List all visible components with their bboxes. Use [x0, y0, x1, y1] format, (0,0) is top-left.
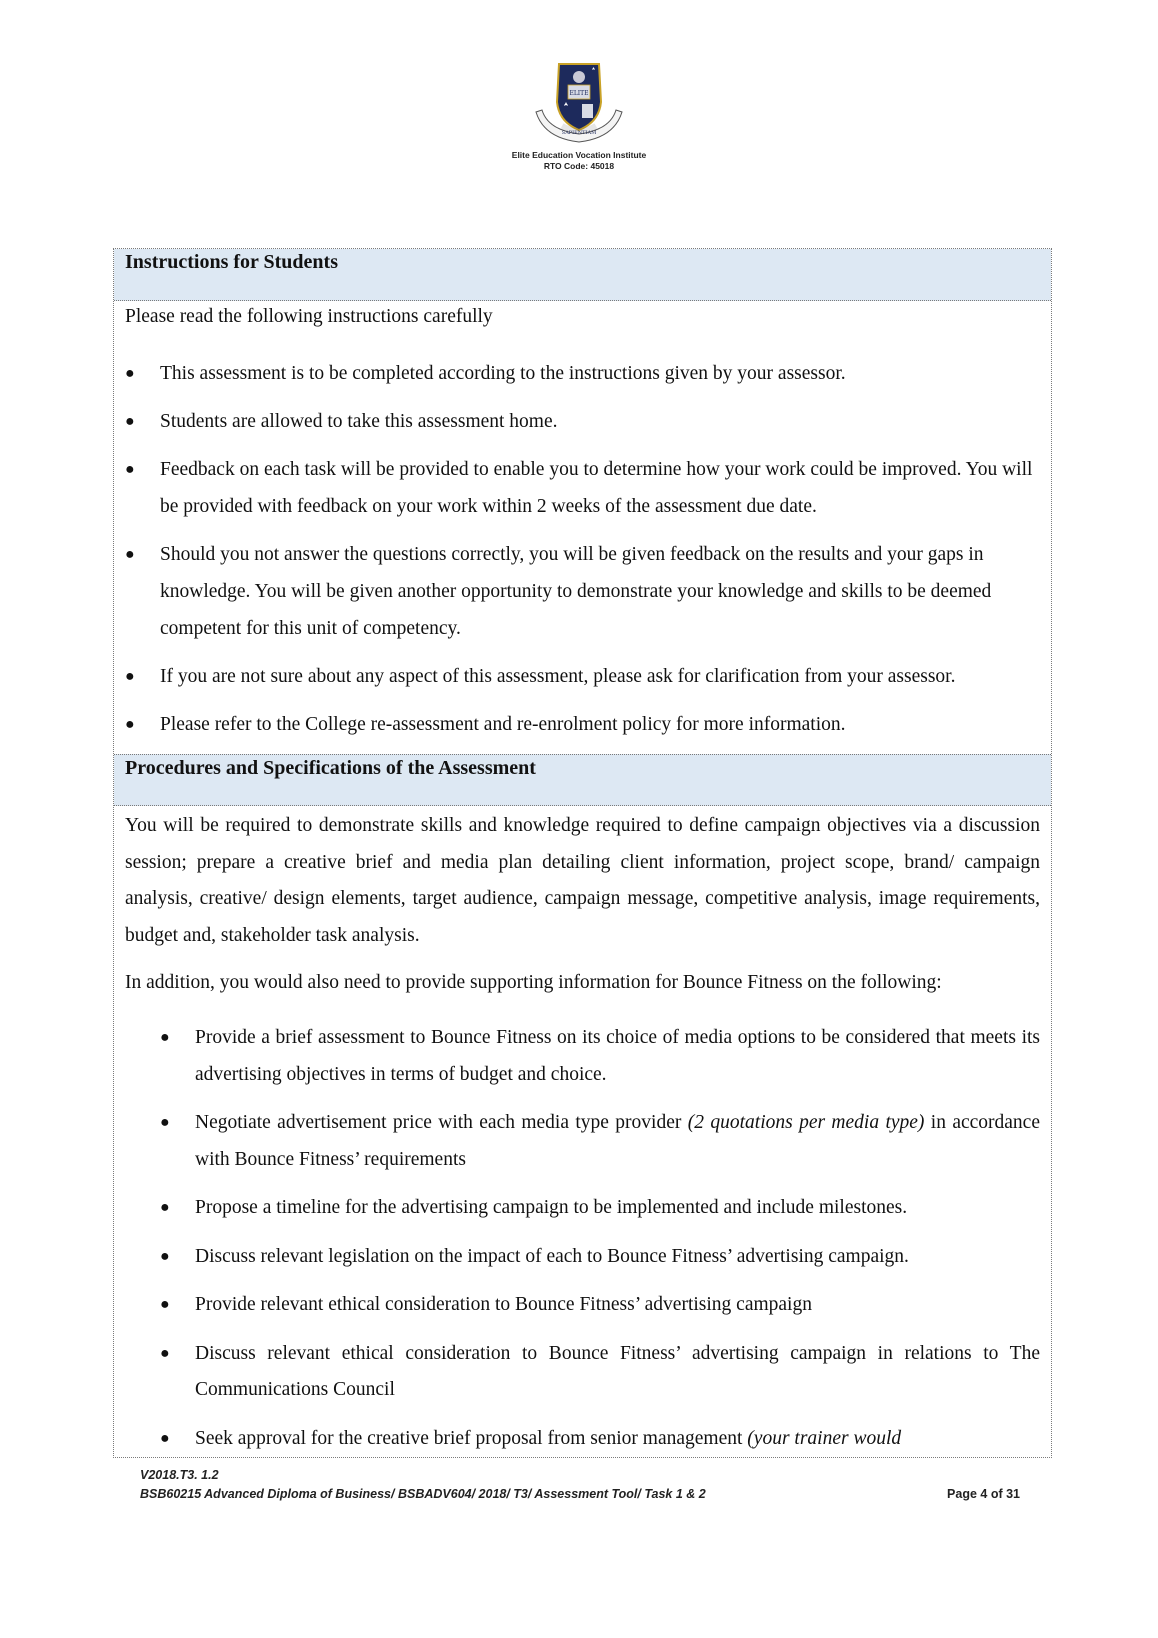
bullet-icon: ● [160, 1114, 170, 1131]
bullet-icon: ● [160, 1344, 170, 1362]
list-item: ● Discuss relevant legislation on the impact of each to Bounce Fitness’ advertising campaign. [195, 1239, 1040, 1276]
list-item: ● This assessment is to be completed according to the instructions given by your assessor. [125, 355, 1040, 392]
list-item: ● Students are allowed to take this assessment home. [125, 403, 1040, 440]
bullet-icon: ● [160, 1199, 170, 1216]
instructions-heading: Instructions for Students [114, 249, 1051, 301]
bullet-icon: ● [125, 413, 135, 430]
list-item: ● Seek approval for the creative brief proposal from senior management (your trainer would [195, 1421, 1040, 1458]
page-number: Page 4 of 31 [947, 1487, 1020, 1501]
bullet-icon: ● [160, 1029, 170, 1046]
crest-motto: SAPIENTIAM [561, 130, 597, 136]
list-item: ● Feedback on each task will be provided to enable you to determine how your work could be improved. You will be provided with feedback on your work within 2 weeks of the assessment due date. [125, 451, 1040, 525]
procedures-addition: In addition, you would also need to provide supporting information for Bounce Fitness on the following: [125, 972, 942, 993]
list-item: ● Please refer to the College re-assessment and re-enrolment policy for more information. [125, 706, 1040, 743]
list-item: ● Should you not answer the questions correctly, you will be given feedback on the results and your gaps in knowledge. You will be given another opportunity to demonstrate your knowledge and skills to be deemed competent for this unit of competency. [125, 536, 1040, 647]
procedures-section [114, 806, 1051, 1457]
page-footer [140, 1466, 1020, 1504]
version-label: V2018.T3. 1.2 [140, 1468, 219, 1482]
list-item: ● Discuss relevant ethical consideration to Bounce Fitness’ advertising campaign in relations to The Communications Council [195, 1336, 1040, 1409]
bullet-icon: ● [125, 365, 135, 382]
procedures-list [125, 1020, 1040, 1457]
instructions-intro: Please read the following instructions carefully [125, 306, 493, 327]
list-item: ● Provide relevant ethical consideration to Bounce Fitness’ advertising campaign [195, 1287, 1040, 1324]
instructions-list [125, 355, 1040, 743]
bullet-icon: ● [160, 1247, 170, 1265]
assessment-instructions-table [113, 248, 1052, 1458]
institute-name: Elite Education Vocation Institute [511, 150, 647, 160]
bullet-icon: ● [160, 1429, 170, 1447]
list-item: ● If you are not sure about any aspect of this assessment, please ask for clarification from your assessor. [125, 658, 1040, 695]
list-item: ● Propose a timeline for the advertising campaign to be implemented and include milestones. [195, 1190, 1040, 1227]
bullet-icon: ● [125, 546, 135, 563]
bullet-icon: ● [125, 461, 135, 478]
document-reference: BSB60215 Advanced Diploma of Business/ BSBADV604/ 2018/ T3/ Assessment Tool/ Task 1 & 2 [140, 1487, 706, 1501]
rto-code: RTO Code: 45018 [543, 161, 615, 171]
elite-crest-logo [524, 60, 634, 150]
bullet-icon: ● [125, 668, 135, 685]
bullet-icon: ● [160, 1296, 170, 1313]
document-header [0, 60, 1158, 172]
instructions-section [114, 301, 1051, 743]
procedures-heading: Procedures and Specifications of the Assessment [114, 754, 1051, 806]
list-item: ● Negotiate advertisement price with each media type provider (2 quotations per media type) in accordance with Bounce Fitness’ requirements [195, 1105, 1040, 1178]
bullet-icon: ● [125, 716, 135, 733]
crest-text: ELITE [569, 90, 589, 97]
procedures-paragraph: You will be required to demonstrate skills and knowledge required to define campaign objectives via a discussion session; prepare a creative brief and media plan detailing client information, project scope, brand/ campaign analysis, creative/ design elements, target audience, campaign message, competitive analysis, image requirements, budget and, stakeholder task analysis. [125, 815, 1040, 946]
list-item: ● Provide a brief assessment to Bounce Fitness on its choice of media options to be considered that meets its advertising objectives in terms of budget and choice. [195, 1020, 1040, 1093]
